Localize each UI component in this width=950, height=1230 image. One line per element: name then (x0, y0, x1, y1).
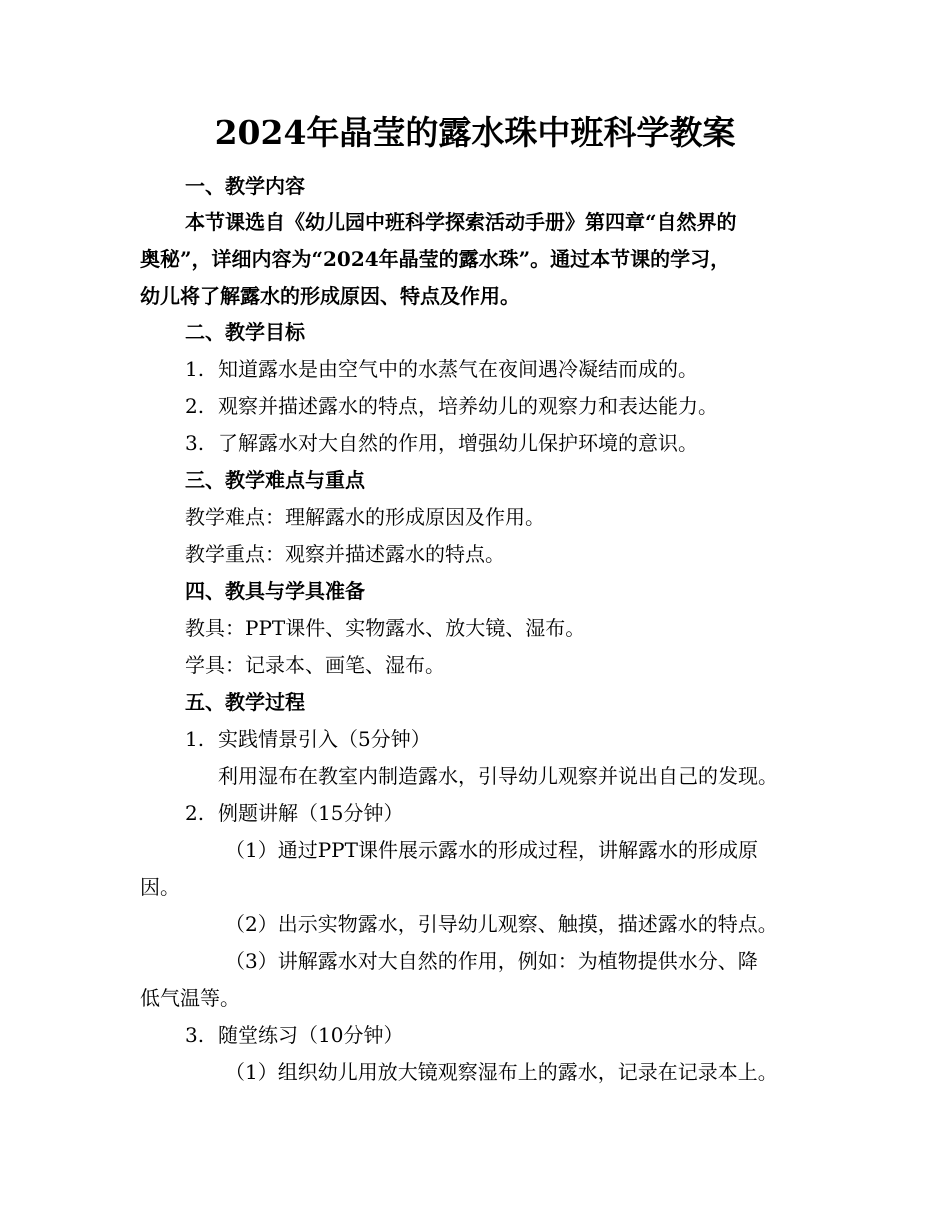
section-heading-content: 一、教学内容 (185, 174, 305, 198)
list-number: 3. (185, 1023, 205, 1047)
objective-item: 观察并描述露水的特点，培养幼儿的观察力和表达能力。 (218, 394, 718, 418)
process-step: 随堂练习（10分钟） (218, 1023, 404, 1047)
objective-item: 知道露水是由空气中的水蒸气在夜间遇冷凝结而成的。 (218, 357, 698, 381)
content-paragraph-line: 本节课选自《幼儿园中班科学探索活动手册》第四章“自然界的 (185, 210, 737, 234)
objective-item: 了解露水对大自然的作用，增强幼儿保护环境的意识。 (218, 431, 698, 455)
process-detail: （2）出示实物露水，引导幼儿观察、触摸，描述露水的特点。 (225, 912, 778, 936)
section-heading-materials: 四、教具与学具准备 (185, 579, 365, 603)
list-number: 1. (185, 357, 205, 381)
teaching-tools-line: 教具：PPT课件、实物露水、放大镜、湿布。 (185, 616, 586, 640)
content-paragraph-line: 奥秘”，详细内容为“2024年晶莹的露水珠”。通过本节课的学习， (140, 247, 731, 271)
process-detail: 利用湿布在教室内制造露水，引导幼儿观察并说出自己的发现。 (218, 764, 778, 788)
process-detail: （1）通过PPT课件展示露水的形成过程，讲解露水的形成原 (225, 838, 758, 862)
section-heading-key-points: 三、教学难点与重点 (185, 468, 365, 492)
focus-line: 教学重点：观察并描述露水的特点。 (185, 542, 505, 566)
section-heading-process: 五、教学过程 (185, 690, 305, 714)
document-title: 2024年晶莹的露水珠中班科学教案 (214, 113, 736, 152)
process-step: 实践情景引入（5分钟） (218, 727, 431, 751)
list-number: 2. (185, 801, 205, 825)
content-paragraph-line: 幼儿将了解露水的形成原因、特点及作用。 (140, 284, 520, 308)
learning-tools-line: 学具：记录本、画笔、湿布。 (185, 653, 445, 677)
list-number: 2. (185, 394, 205, 418)
section-heading-objectives: 二、教学目标 (185, 320, 305, 344)
list-number: 1. (185, 727, 205, 751)
process-detail: （3）讲解露水对大自然的作用，例如：为植物提供水分、降 (225, 949, 758, 973)
process-step: 例题讲解（15分钟） (218, 801, 404, 825)
process-detail: 因。 (140, 875, 180, 899)
list-number: 3. (185, 431, 205, 455)
difficulty-line: 教学难点：理解露水的形成原因及作用。 (185, 505, 545, 529)
process-detail: （1）组织幼儿用放大镜观察湿布上的露水，记录在记录本上。 (225, 1060, 778, 1084)
process-detail: 低气温等。 (140, 986, 240, 1010)
